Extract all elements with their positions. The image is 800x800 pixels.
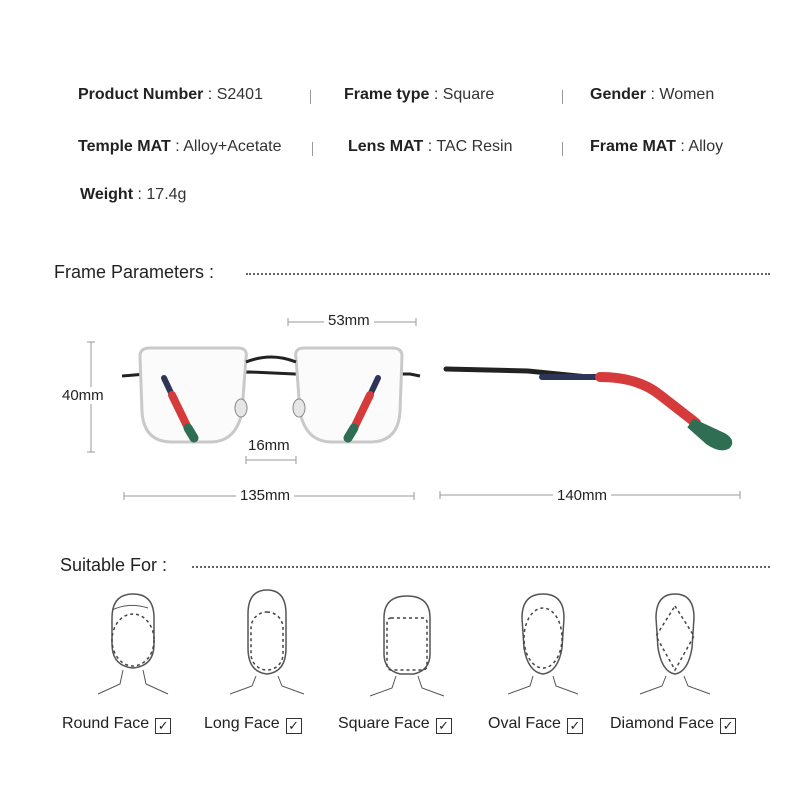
face-illustration-square	[362, 590, 452, 700]
spec-colon: :	[650, 86, 655, 103]
temple-side-tip	[690, 421, 730, 448]
spec-key: Lens MAT	[348, 138, 424, 155]
dotted-rule	[192, 566, 770, 568]
nose-pad-right	[293, 399, 305, 417]
spec-temple-mat	[78, 138, 282, 156]
face-label-round	[62, 715, 171, 733]
checkbox-icon: ✓	[567, 718, 583, 734]
spec-colon: :	[175, 138, 180, 155]
divider	[312, 142, 313, 156]
spec-weight	[80, 186, 186, 204]
spec-colon: :	[680, 138, 685, 155]
face-illustration-oval	[498, 588, 588, 698]
spec-value: Square	[442, 86, 495, 103]
bridge	[246, 357, 296, 362]
checkbox-icon: ✓	[286, 718, 302, 734]
face-label-diamond	[610, 715, 736, 733]
spec-colon: :	[427, 138, 433, 155]
spec-gender	[590, 86, 714, 104]
suitable-for-title: Suitable For :	[60, 555, 168, 575]
face-label-square	[338, 715, 452, 733]
face-label-text: Oval Face	[488, 715, 561, 732]
nose-pad-left	[235, 399, 247, 417]
checkbox-icon: ✓	[720, 718, 736, 734]
face-illustration-diamond	[630, 588, 720, 698]
checkbox-icon: ✓	[436, 718, 452, 734]
spec-key: Product Number	[78, 86, 204, 103]
temple-length-label: 140mm	[553, 487, 611, 504]
spec-value: Alloy+Acetate	[183, 138, 282, 155]
spec-key: Frame MAT	[590, 138, 676, 155]
face-label-text: Diamond Face	[610, 715, 715, 732]
spec-value: Women	[659, 86, 715, 103]
divider	[562, 90, 563, 104]
face-illustration-long	[222, 586, 312, 698]
lens-width-label: 53mm	[324, 312, 374, 329]
spec-colon: :	[207, 86, 213, 103]
checkbox-icon: ✓	[155, 718, 171, 734]
total-width-label: 135mm	[236, 487, 294, 504]
spec-frame-type	[344, 86, 494, 104]
glasses-front-view	[60, 300, 440, 515]
spec-frame-mat	[590, 138, 723, 156]
spec-lens-mat	[348, 138, 513, 156]
spec-value: 17.4g	[146, 186, 187, 203]
spec-value: S2401	[216, 86, 263, 103]
frame-parameters-title: Frame Parameters :	[54, 262, 215, 282]
glasses-side-view	[438, 355, 748, 505]
bridge-label: 16mm	[244, 437, 294, 454]
face-label-text: Square Face	[338, 715, 430, 732]
spec-value: Alloy	[688, 138, 724, 155]
divider	[310, 90, 311, 104]
face-label-long	[204, 715, 302, 733]
spec-value: TAC Resin	[436, 138, 513, 155]
spec-product-number	[78, 86, 263, 104]
face-label-oval	[488, 715, 583, 733]
temple-side-red	[600, 377, 696, 423]
spec-key: Weight	[80, 186, 134, 203]
spec-colon: :	[433, 86, 439, 103]
face-illustration-round	[88, 588, 178, 698]
spec-key: Frame type	[344, 86, 430, 103]
face-label-text: Round Face	[62, 715, 150, 732]
spec-colon: :	[137, 186, 142, 203]
divider	[562, 142, 563, 156]
spec-key: Gender	[590, 86, 647, 103]
lens-height-label: 40mm	[62, 387, 104, 404]
spec-key: Temple MAT	[78, 138, 171, 155]
face-label-text: Long Face	[204, 715, 280, 732]
dotted-rule	[246, 273, 770, 275]
